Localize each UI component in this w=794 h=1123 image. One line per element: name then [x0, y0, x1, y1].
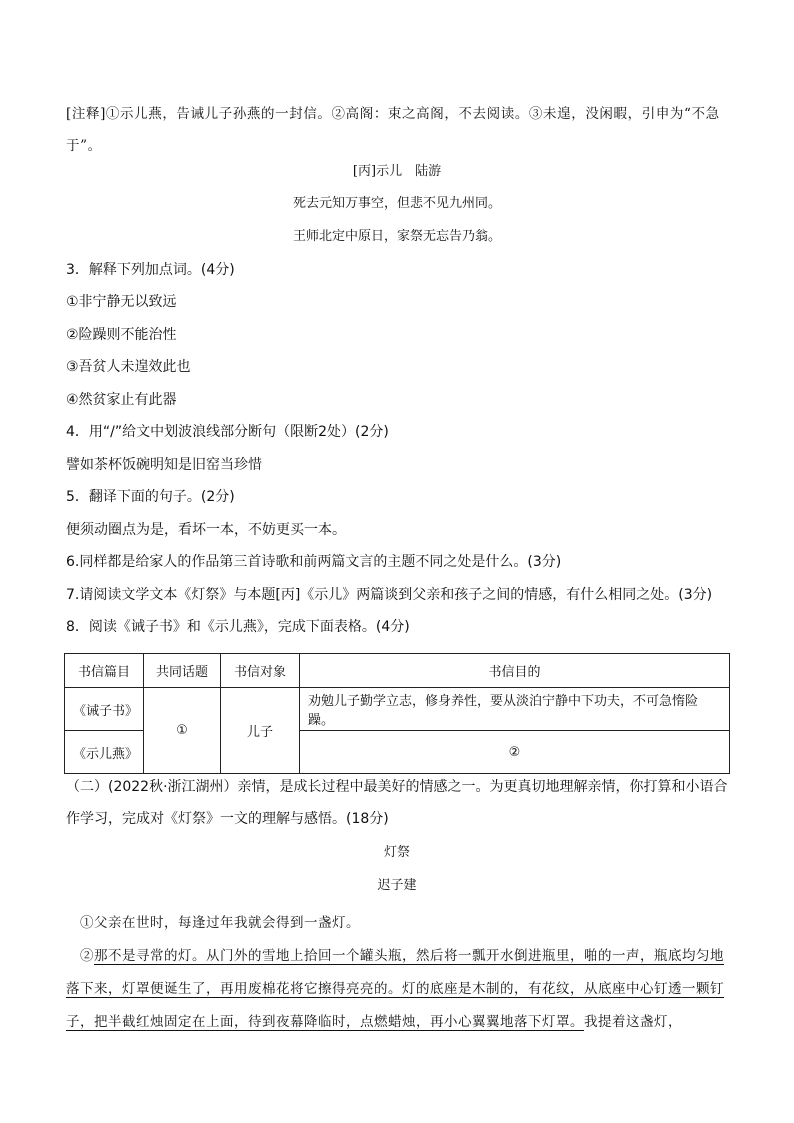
comparison-table: [64, 653, 730, 774]
question-5-title: 5．翻译下面的句子。(2分): [66, 489, 235, 505]
underlined-passage: 那不是寻常的灯。从门外的雪地上拾回一个罐头瓶，然后将一瓢开水倒进瓶里，啪的一声，瓶底均匀地落下来，灯罩便诞生了，再用废棉花将它擦得亮亮的。灯的底座是木制的，有花纹，从底座中心钉透一颗钉子，把半截红烛固定在上面，待到夜幕降临时，点燃蜡烛，再小心翼翼地落下灯罩。: [66, 948, 724, 1030]
question-3-item-4: ④然贫家止有此器: [66, 392, 177, 408]
annotation-note: [注释]①示儿燕，告诫儿子孙燕的一封信。②高阁：束之高阁，不去阅读。③未遑，没闲暇，引申为“不急于”。: [66, 106, 720, 154]
question-3-item-2: ②险躁则不能治性: [66, 327, 177, 343]
paragraph-number: ②: [80, 948, 94, 964]
table-header-cell: 书信目的: [300, 654, 730, 688]
table-cell-target: 儿子: [221, 688, 300, 774]
table-header-cell: 书信对象: [221, 654, 300, 688]
story-paragraph-2: [66, 940, 730, 1039]
poem-line-1: 死去元知万事空，但悲不见九州同。: [292, 196, 501, 211]
question-4-text: 譬如茶杯饭碗明知是旧窑当珍惜: [66, 457, 262, 473]
question-8-title: 8．阅读《诫子书》和《示儿燕》，完成下面表格。(4分): [66, 619, 410, 635]
table-cell-title: 《诫子书》: [65, 688, 144, 731]
question-7: 7.请阅读文学文本《灯祭》与本题[丙]《示儿》两篇谈到父亲和孩子之间的情感，有什么相同之处。(3分): [66, 587, 713, 603]
table-cell-purpose: ②: [300, 731, 730, 774]
question-3-title: 3．解释下列加点词。(4分): [66, 262, 235, 278]
paragraph-continuation: 我提着这盏灯，: [584, 1014, 682, 1030]
table-row: [65, 688, 730, 731]
section-2-intro: （二）(2022秋·浙江湖州）亲情，是成长过程中最美好的情感之一。为更真切地理解亲情，你打算和小语合作学习，完成对《灯祭》一文的理解与感悟。(18分): [66, 779, 728, 827]
poem-line-2: 王师北定中原日，家祭无忘告乃翁。: [292, 229, 501, 244]
table-header-row: [65, 654, 730, 688]
poem-heading: [丙]示儿 陆游: [352, 164, 442, 179]
story-title: 灯祭: [383, 845, 410, 860]
question-4-title: 4．用“/”给文中划波浪线部分断句（限断2处）(2分): [66, 424, 389, 440]
table-header-cell: 共同话题: [144, 654, 221, 688]
question-3-item-3: ③吾贫人未遑效此也: [66, 359, 191, 375]
story-author: 迟子建: [377, 878, 417, 893]
table-header-cell: 书信篇目: [65, 654, 144, 688]
table-cell-title: 《示儿燕》: [65, 731, 144, 774]
story-paragraph-1: ①父亲在世时，每逢过年我就会得到一盏灯。: [80, 915, 360, 931]
table-cell-purpose: 劝勉儿子勤学立志，修身养性，要从淡泊宁静中下功夫，不可急惰险躁。: [300, 688, 730, 731]
question-6: 6.同样都是给家人的作品第三首诗歌和前两篇文言的主题不同之处是什么。(3分): [66, 554, 562, 570]
table-cell-topic: ①: [144, 688, 221, 774]
question-5-text: 便须动圈点为是，看坏一本，不妨更买一本。: [66, 522, 346, 538]
question-3-item-1: ①非宁静无以致远: [66, 294, 177, 310]
